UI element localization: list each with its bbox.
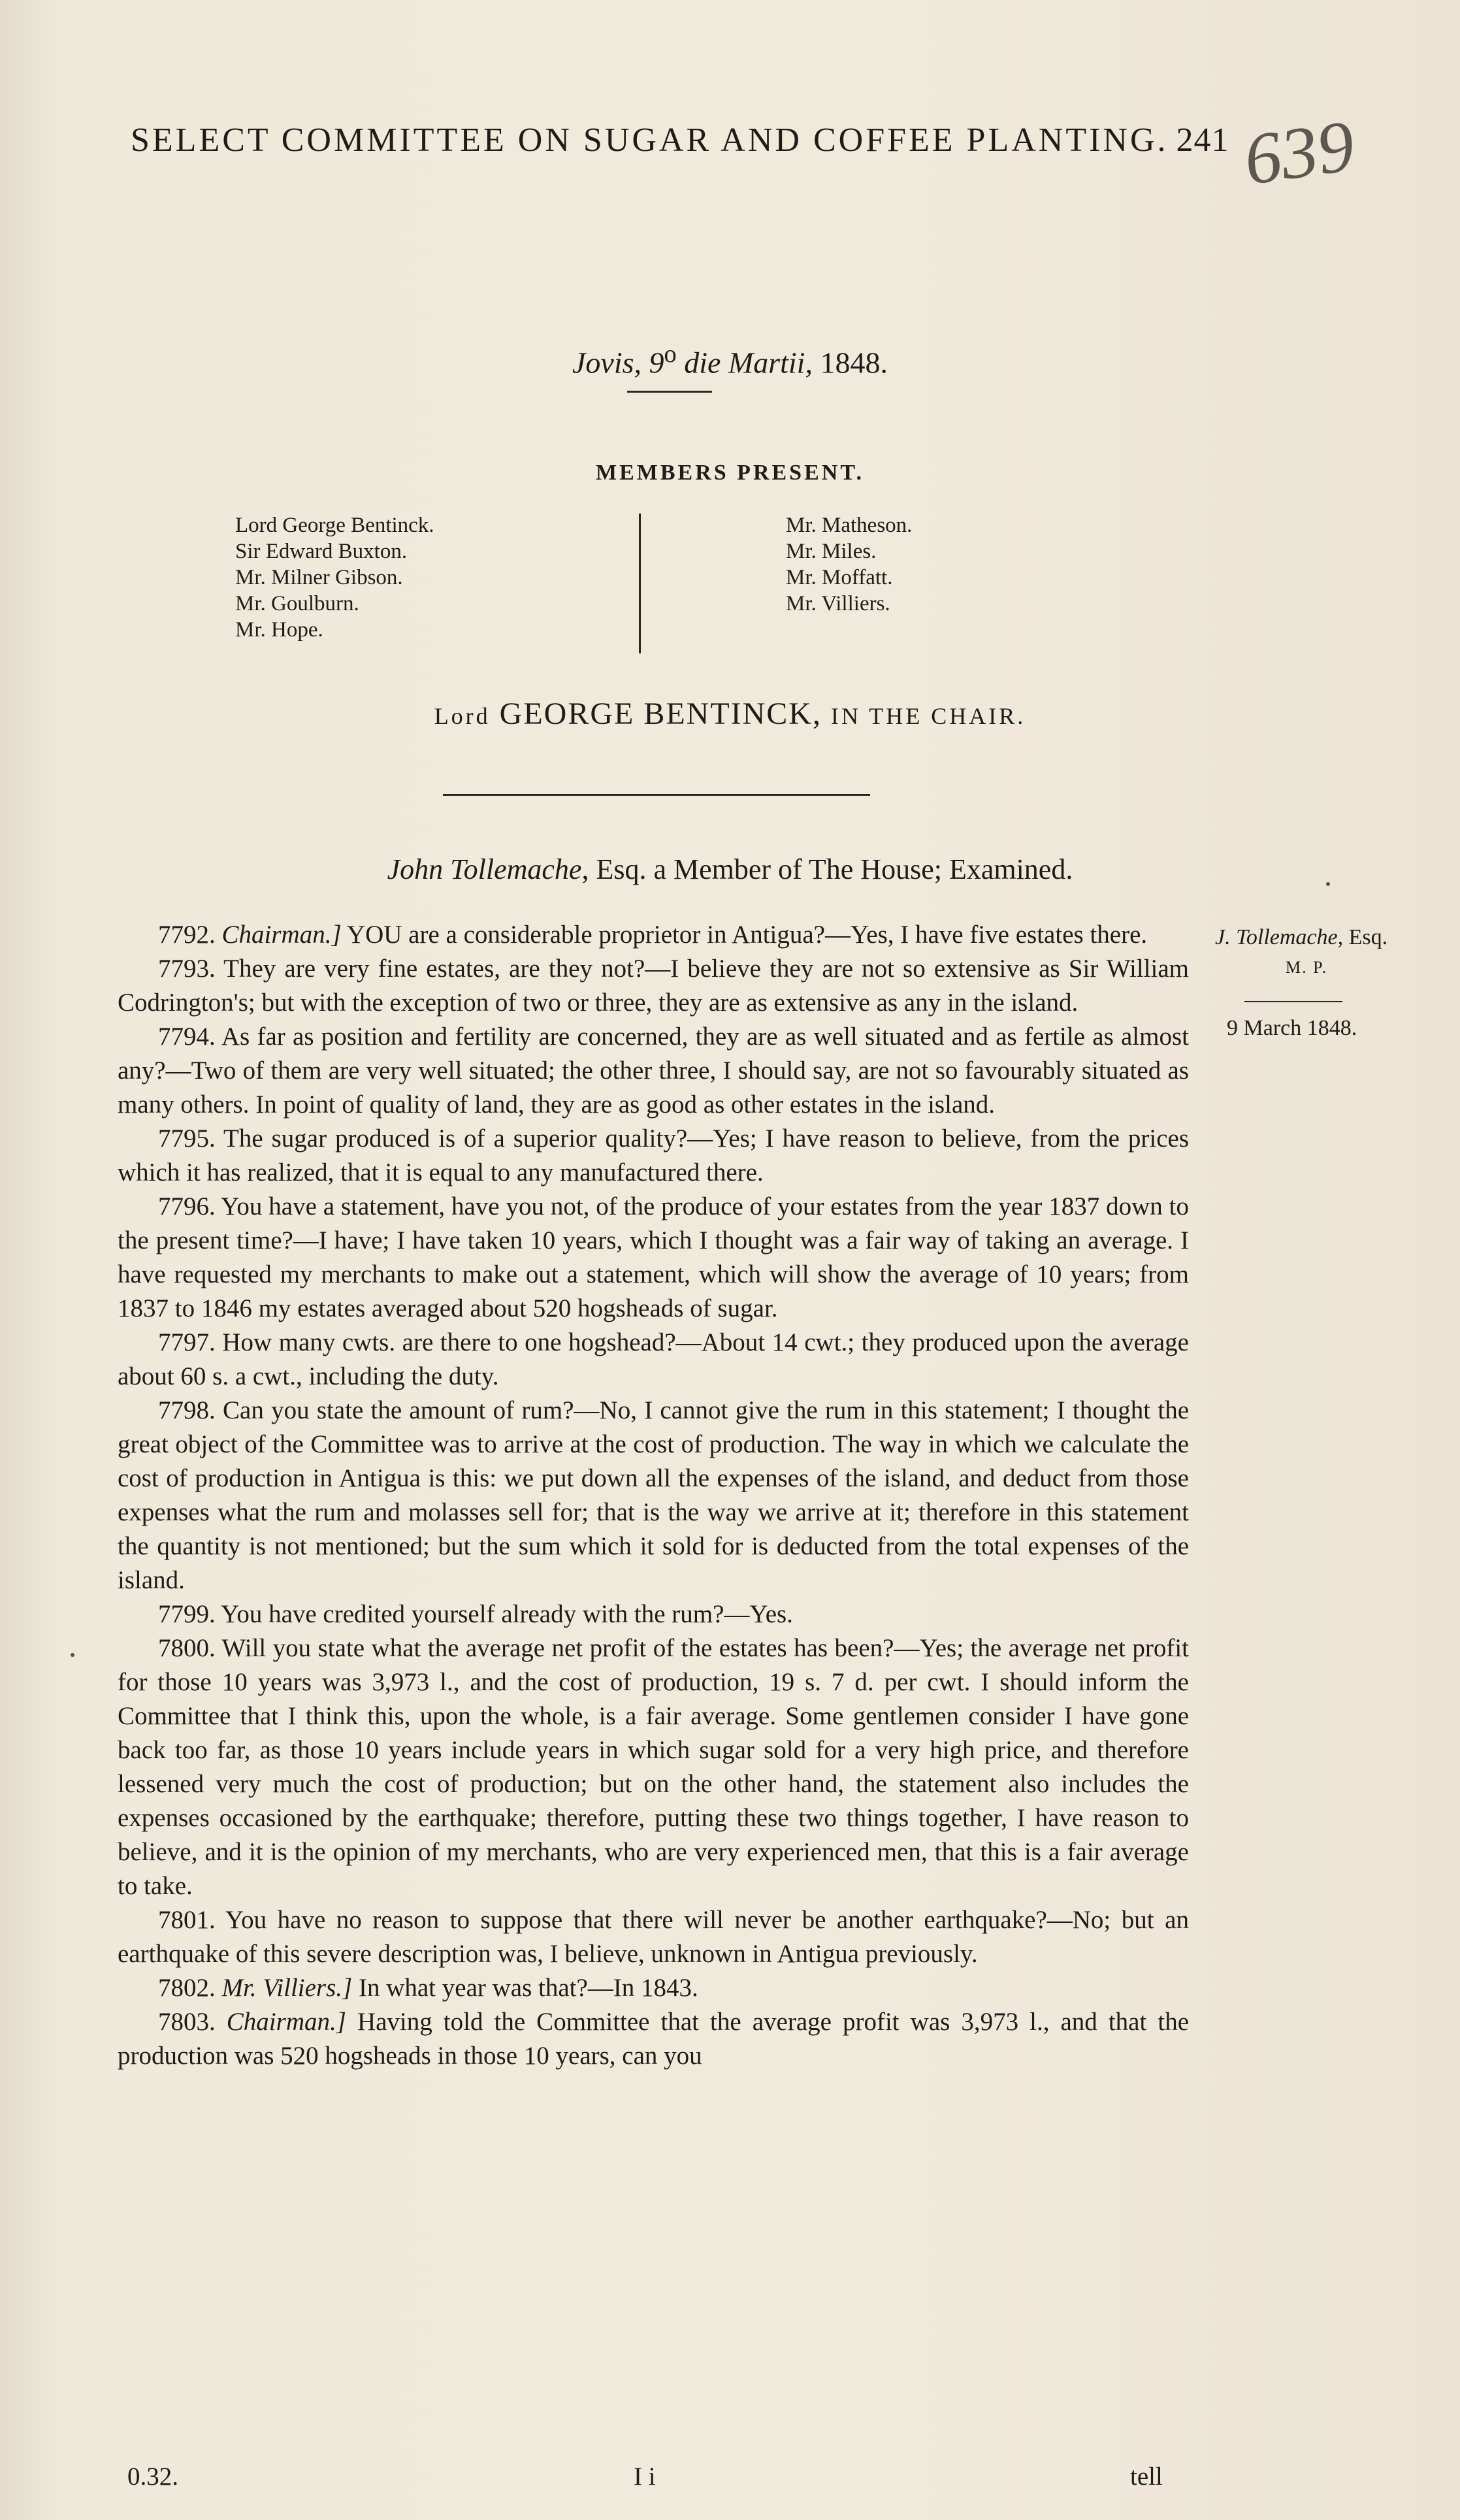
testimony-paragraph xyxy=(118,952,1189,1020)
question-number: 7797. xyxy=(158,1328,216,1356)
date-day: Jovis, xyxy=(572,346,642,380)
member-name: Mr. Matheson. xyxy=(786,514,913,537)
chair-lord: Lord xyxy=(434,703,491,729)
testimony-paragraph xyxy=(118,1903,1189,1971)
members-present-heading: MEMBERS PRESENT. xyxy=(596,461,864,485)
testimony-paragraph xyxy=(118,1190,1189,1326)
date-superscript: o xyxy=(664,340,677,368)
paragraph-text: They are very fine estates, are they not?—I believe they are not so extensive as Sir William Codrington's; but with the exception of two or three, they are as extensive as any in the island. xyxy=(118,955,1189,1017)
sitting-date xyxy=(0,340,1460,380)
testimony-body xyxy=(118,918,1189,2073)
question-number: 7799. xyxy=(158,1600,216,1628)
testimony-paragraph xyxy=(118,2005,1189,2073)
paragraph-text: Can you state the amount of rum?—No, I cannot give the rum in this statement; I thought the great object of the Committee was to arrive at the cost of production. The way in which we calculate the cost of production in Antigua is this: we put down all the expenses of the island, and deduct from those expenses what the rum and molasses sell for; that is the way we arrive at it; therefore in this statement the quantity is not mentioned; but the sum which it sold for is deducted from the total expenses of the island. xyxy=(118,1396,1189,1594)
testimony-paragraph xyxy=(118,1394,1189,1597)
paragraph-text: How many cwts. are there to one hogshead?—About 14 cwt.; they produced upon the average about 60 s. a cwt., including the duty. xyxy=(118,1328,1189,1390)
handwritten-folio-number: 639 xyxy=(1239,105,1359,201)
member-name: Sir Edward Buxton. xyxy=(235,540,408,563)
testimony-paragraph xyxy=(118,1020,1189,1122)
witness-rest: , Esq. a Member of The House; Examined. xyxy=(581,853,1073,885)
testimony-paragraph xyxy=(118,1971,1189,2005)
testimony-paragraph xyxy=(118,918,1189,952)
question-number: 7800. xyxy=(158,1634,216,1662)
question-number: 7794. xyxy=(158,1023,216,1051)
date-number: 9 xyxy=(649,346,664,380)
testimony-paragraph xyxy=(118,1631,1189,1903)
question-number: 7801. xyxy=(158,1906,216,1934)
running-header xyxy=(131,121,1229,159)
paragraph-text: YOU are a considerable proprietor in Antigua?—Yes, I have five estates there. xyxy=(341,921,1148,949)
divider-rule-short xyxy=(627,391,712,393)
members-list-left xyxy=(235,512,434,643)
margin-rule xyxy=(1244,1001,1342,1002)
member-name: Mr. Moffatt. xyxy=(786,566,893,589)
date-rest: die Martii, xyxy=(684,346,813,380)
margin-esq: Esq. xyxy=(1348,925,1388,949)
question-number: 7796. xyxy=(158,1192,216,1220)
paragraph-text: In what year was that?—In 1843. xyxy=(352,1974,698,2002)
speaker: Mr. Villiers.] xyxy=(221,1974,353,2002)
paragraph-text: Will you state what the average net profit of the estates has been?—Yes; the average net profit for those 10 years was 3,973 l., and the cost of production, 19 s. 7 d. per cwt. I should inform the Committee that I think this, upon the whole, is a fair average. Some gentlemen consider I have gone back too far, as those 10 years include years in which sugar sold for a very high price, and therefore lessened very much the cost of production; but on the other hand, the statement also includes the expenses occasioned by the earthquake; therefore, putting these two things together, I have reason to believe, and it is the opinion of my merchants, who are very experienced men, that this is a fair average to take. xyxy=(118,1634,1189,1900)
testimony-paragraph xyxy=(118,1597,1189,1631)
question-number: 7798. xyxy=(158,1396,216,1424)
testimony-paragraph xyxy=(118,1122,1189,1190)
margin-witness-name xyxy=(1215,925,1387,950)
question-number: 7803. xyxy=(158,2008,216,2036)
paragraph-text: You have credited yourself already with the rum?—Yes. xyxy=(215,1600,793,1628)
member-name: Mr. Milner Gibson. xyxy=(235,566,403,589)
margin-date: 9 March 1848. xyxy=(1227,1016,1357,1040)
gathering-signature: I i xyxy=(634,2463,656,2491)
member-name: Mr. Hope. xyxy=(235,618,323,642)
paragraph-text: Having told the Committee that the average profit was 3,973 l., and that the production was 520 hogsheads in those 10 years, can you xyxy=(118,2008,1189,2070)
member-name: Mr. Goulburn. xyxy=(235,592,359,615)
paper-speck xyxy=(71,1653,74,1657)
speaker: Chairman.] xyxy=(226,2008,346,2036)
date-year: 1848. xyxy=(820,346,888,380)
catchword: tell xyxy=(1130,2463,1163,2491)
member-name: Mr. Miles. xyxy=(786,540,877,563)
paragraph-text: As far as position and fertility are concerned, they are as well situated and as fertile as almost any?—Two of them are very well situated; the other three, I should say, are not so favourably situated as many others. In point of quality of land, they are as good as other estates in the island. xyxy=(118,1023,1189,1119)
divider-rule-long xyxy=(443,794,870,796)
question-number: 7795. xyxy=(158,1124,216,1153)
question-number: 7802. xyxy=(158,1974,216,2002)
question-number: 7792. xyxy=(158,921,216,949)
paper-speck xyxy=(1326,882,1330,886)
speaker: Chairman.] xyxy=(221,921,342,949)
chair-line xyxy=(0,696,1460,732)
member-name: Mr. Villiers. xyxy=(786,592,890,615)
paragraph-text: You have a statement, have you not, of the produce of your estates from the year 1837 down to the present time?—I have; I have taken 10 years, which I thought was a fair way of taking an average. I have requested my merchants to make out a statement, which will show the average of 10 years; from 1837 to 1846 my estates averaged about 520 hogsheads of sugar. xyxy=(118,1192,1189,1322)
chair-suffix: IN THE CHAIR. xyxy=(830,703,1026,729)
members-list-right xyxy=(786,512,912,617)
question-number: 7793. xyxy=(158,955,216,983)
members-column-divider xyxy=(639,514,641,653)
margin-witness: J. Tollemache, xyxy=(1215,925,1344,949)
page-number: 241 xyxy=(1176,122,1229,159)
running-title: SELECT COMMITTEE ON SUGAR AND COFFEE PLANTING. xyxy=(131,122,1169,159)
chair-name: GEORGE BENTINCK, xyxy=(499,696,822,731)
paragraph-text: The sugar produced is of a superior quality?—Yes; I have reason to believe, from the prices which it has realized, that it is equal to any manufactured there. xyxy=(118,1124,1189,1186)
witness-name: John Tollemache xyxy=(387,853,582,885)
margin-mp: M. P. xyxy=(1286,958,1328,977)
printer-signature: 0.32. xyxy=(127,2463,178,2491)
paragraph-text: You have no reason to suppose that there will never be another earthquake?—No; but an earthquake of this severe description was, I believe, unknown in Antigua previously. xyxy=(118,1906,1189,1968)
testimony-paragraph xyxy=(118,1326,1189,1394)
member-name: Lord George Bentinck. xyxy=(235,514,434,537)
witness-line xyxy=(0,853,1460,886)
